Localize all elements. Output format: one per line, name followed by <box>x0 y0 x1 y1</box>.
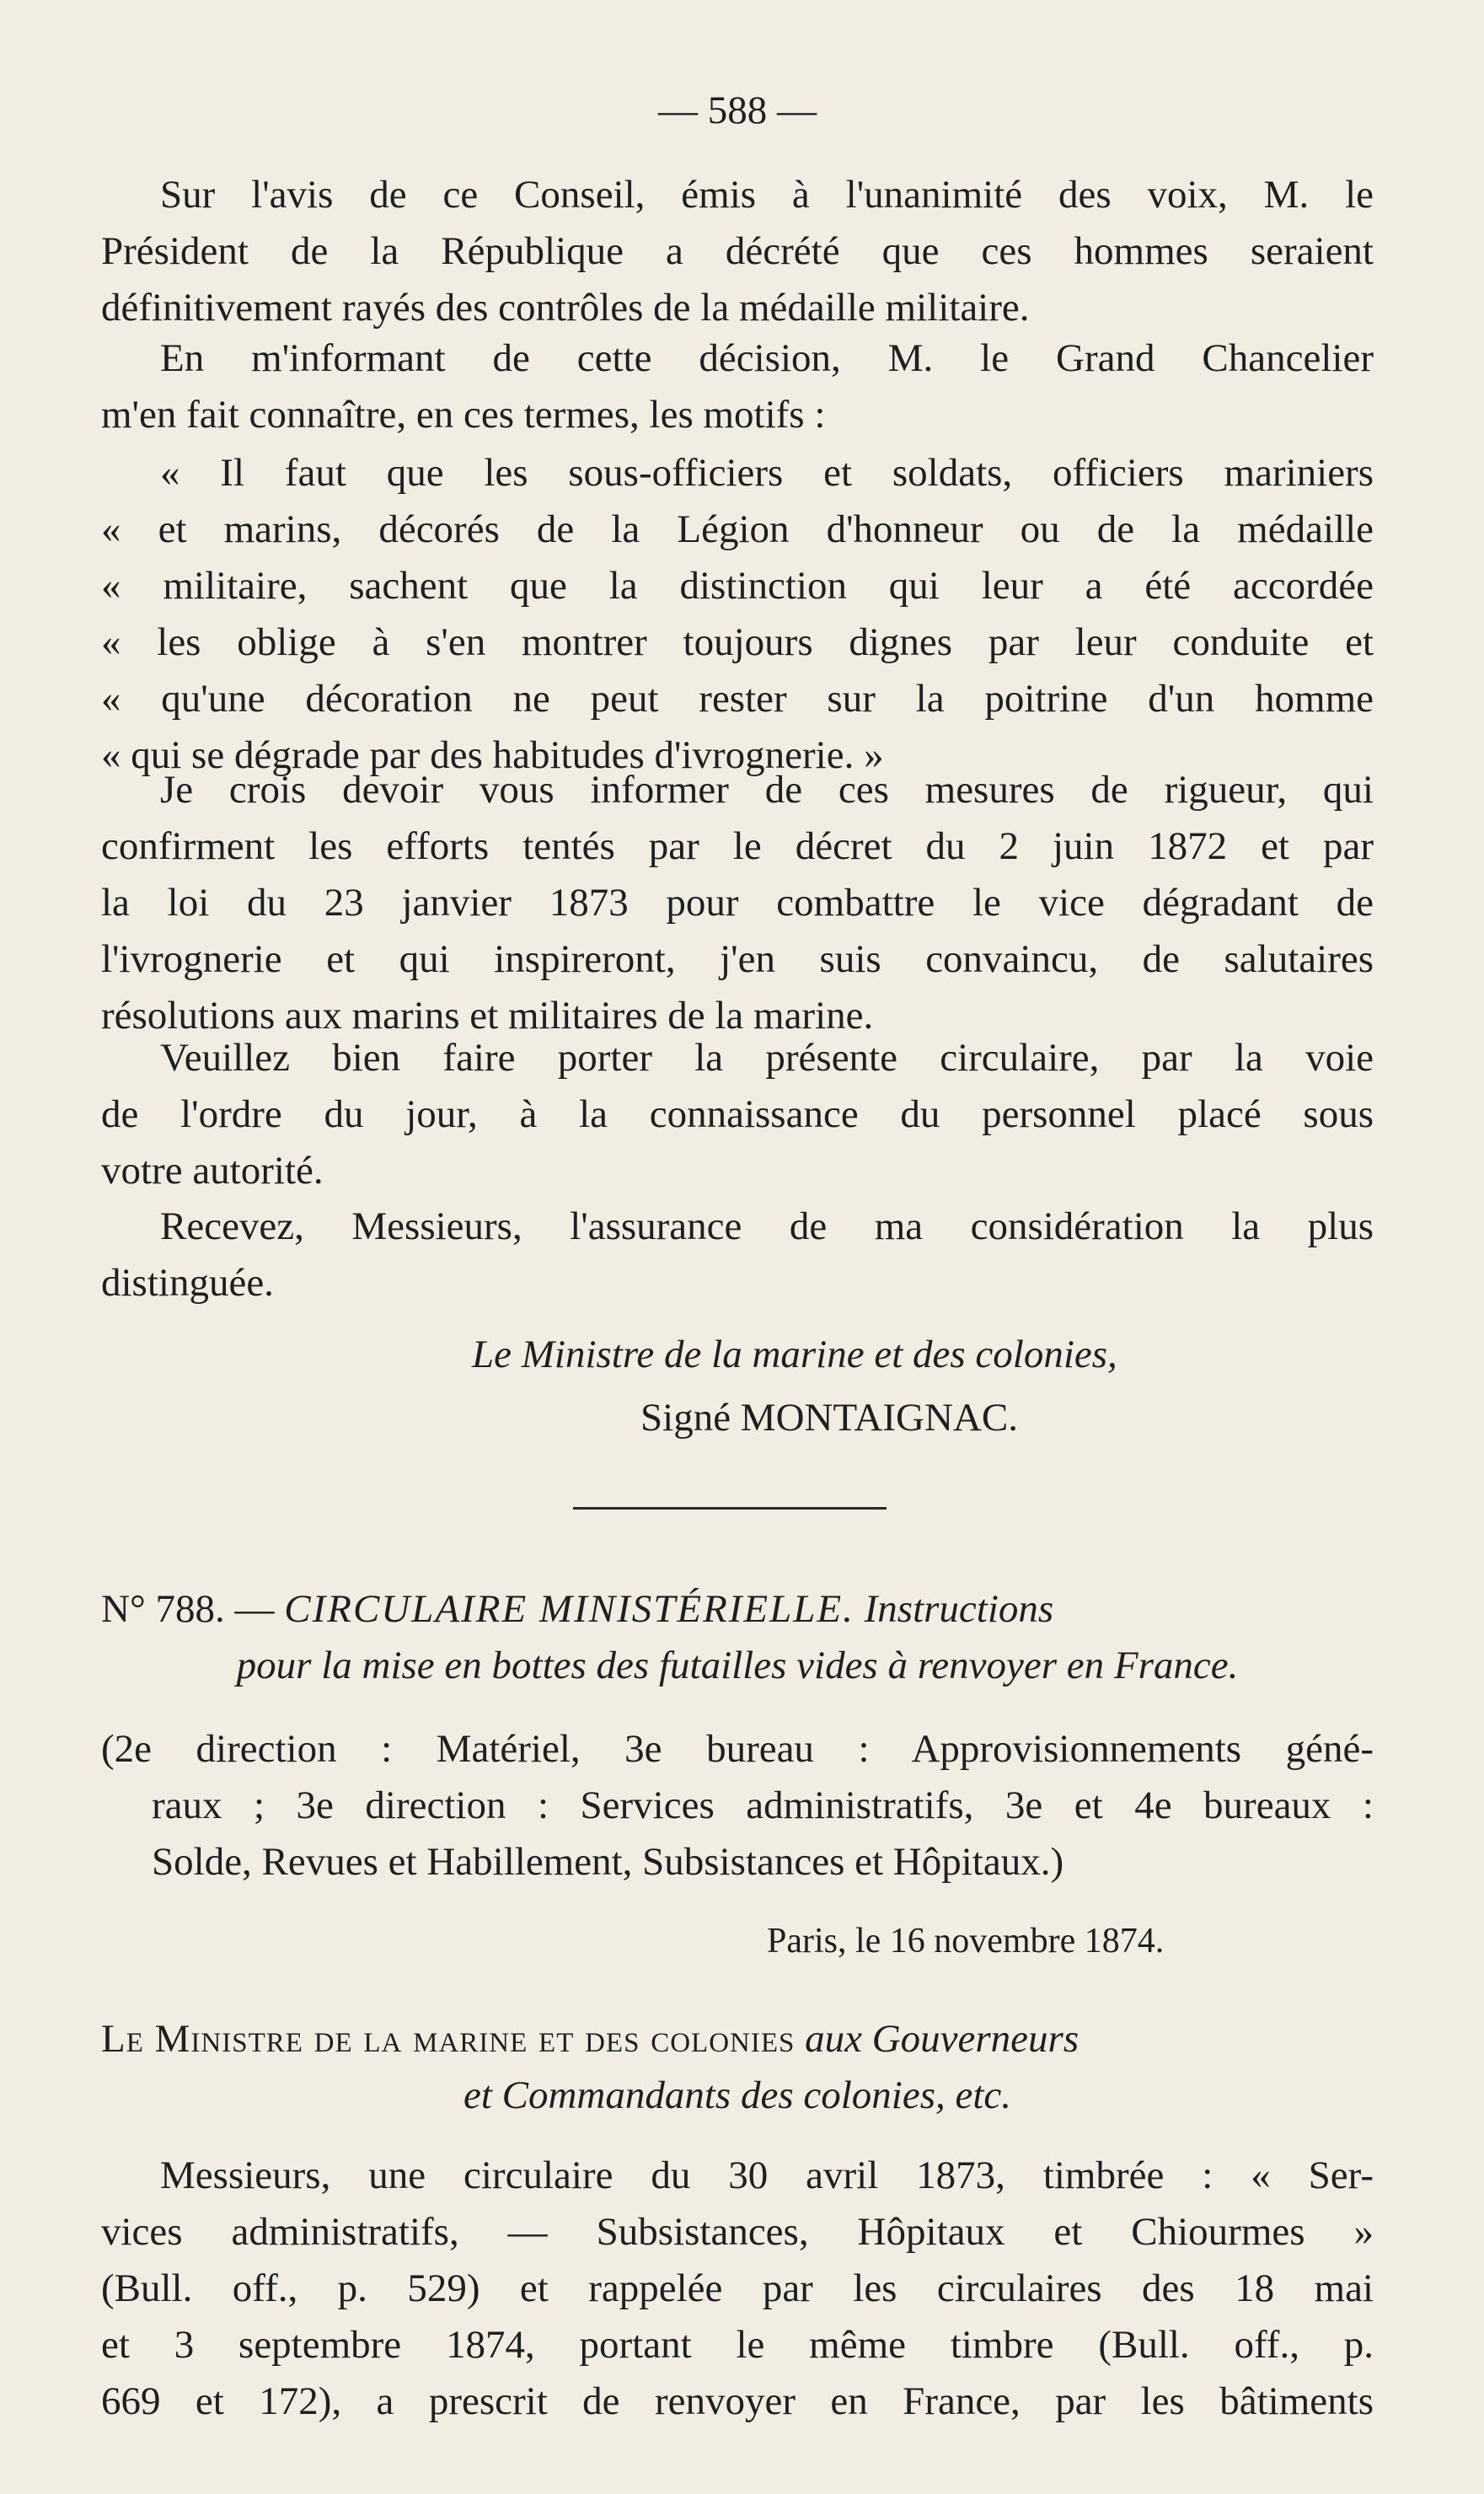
circular-subject-line: pour la mise en bottes des futailles vides à renvoyer en France. <box>236 1644 1239 1687</box>
direction-line: Solde, Revues et Habillement, Subsistances et Hôpitaux.) <box>152 1840 1064 1884</box>
paragraph-order-of-day <box>101 1030 1374 1199</box>
quote-line: « les oblige à s'en montrer toujours dignes par leur conduite et <box>101 620 1374 664</box>
circular-number: N° 788. — <box>101 1587 275 1631</box>
text-line: l'ivrognerie et qui inspireront, j'en suis convaincu, de salutaires <box>101 937 1374 981</box>
paragraph-decision <box>101 167 1374 336</box>
direction-line: (2e direction : Matériel, 3e bureau : Approvisionnements géné- <box>101 1727 1374 1771</box>
signature-block <box>101 1327 1374 1446</box>
signature-name: Signé MONTAIGNAC. <box>640 1396 1018 1440</box>
text-line: de l'ordre du jour, à la connaissance du personnel placé sous <box>101 1092 1374 1136</box>
place-date-block <box>101 1913 1374 1970</box>
addressee-line <box>101 2011 1374 2068</box>
body-line: 669 et 172), a prescrit de renvoyer en France, par les bâtiments <box>101 2379 1374 2423</box>
text-line: Je crois devoir vous informer de ces mesures de rigueur, qui <box>160 768 1374 812</box>
addressee-from: Le Ministre de la marine et des colonies <box>101 2017 796 2061</box>
circular-title: CIRCULAIRE MINISTÉRIELLE. <box>284 1587 855 1631</box>
quoted-motives <box>101 445 1374 784</box>
text-line: votre autorité. <box>101 1149 324 1193</box>
circular-heading <box>101 1581 1374 1694</box>
text-line: définitivement rayés des contrôles de la médaille militaire. <box>101 286 1030 330</box>
direction-line: raux ; 3e direction : Services administratifs, 3e et 4e bureaux : <box>152 1783 1374 1827</box>
text-line: confirment les efforts tentés par le décret du 2 juin 1872 et par <box>101 824 1374 868</box>
addressee-block <box>101 2011 1374 2124</box>
quote-line: « Il faut que les sous-officiers et soldats, officiers mariniers <box>160 451 1374 495</box>
section-divider <box>573 1507 887 1510</box>
text-line: m'en fait connaître, en ces termes, les motifs : <box>101 393 826 437</box>
text-line: Recevez, Messieurs, l'assurance de ma considération la plus <box>160 1204 1374 1248</box>
paragraph-closing <box>101 1199 1374 1311</box>
signature-title: Le Ministre de la marine et des colonies, <box>472 1333 1117 1376</box>
place-date: Paris, le 16 novembre 1874. <box>767 1922 1165 1960</box>
paragraph-chancellor <box>101 330 1374 443</box>
text-line: Sur l'avis de ce Conseil, émis à l'unanimité des voix, M. le <box>160 173 1374 217</box>
quote-line: « qui se dégrade par des habitudes d'ivrognerie. » <box>101 733 884 777</box>
quote-line: « et marins, décorés de la Légion d'honneur ou de la médaille <box>101 507 1374 551</box>
page-number: — 588 — <box>658 88 817 132</box>
addressee-to-continued: et Commandants des colonies, etc. <box>463 2073 1012 2117</box>
body-line: (Bull. off., p. 529) et rappelée par les circulaires des 18 mai <box>101 2266 1374 2310</box>
text-line: la loi du 23 janvier 1873 pour combattre le vice dégradant de <box>101 881 1374 925</box>
page-number-block <box>101 83 1374 139</box>
text-line: distinguée. <box>101 1261 274 1305</box>
text-line: Président de la République a décrété que ces hommes seraient <box>101 229 1374 273</box>
circular-body <box>101 2148 1374 2430</box>
circular-heading-line <box>101 1581 1374 1638</box>
circular-subject-start: Instructions <box>864 1587 1054 1631</box>
text-line: résolutions aux marins et militaires de la marine. <box>101 994 874 1038</box>
quote-line: « qu'une décoration ne peut rester sur la poitrine d'un homme <box>101 677 1374 721</box>
paragraph-rigour <box>101 762 1374 1044</box>
addressee-to: aux Gouverneurs <box>805 2017 1080 2061</box>
text-line: Veuillez bien faire porter la présente circulaire, par la voie <box>160 1036 1374 1080</box>
body-line: Messieurs, une circulaire du 30 avril 1873, timbrée : « Ser- <box>160 2153 1374 2197</box>
direction-note <box>101 1721 1374 1891</box>
body-line: et 3 septembre 1874, portant le même timbre (Bull. off., p. <box>101 2323 1374 2367</box>
quote-line: « militaire, sachent que la distinction qui leur a été accordée <box>101 564 1374 608</box>
text-line: En m'informant de cette décision, M. le Grand Chancelier <box>160 336 1374 380</box>
body-line: vices administratifs, — Subsistances, Hôpitaux et Chiourmes » <box>101 2210 1374 2254</box>
